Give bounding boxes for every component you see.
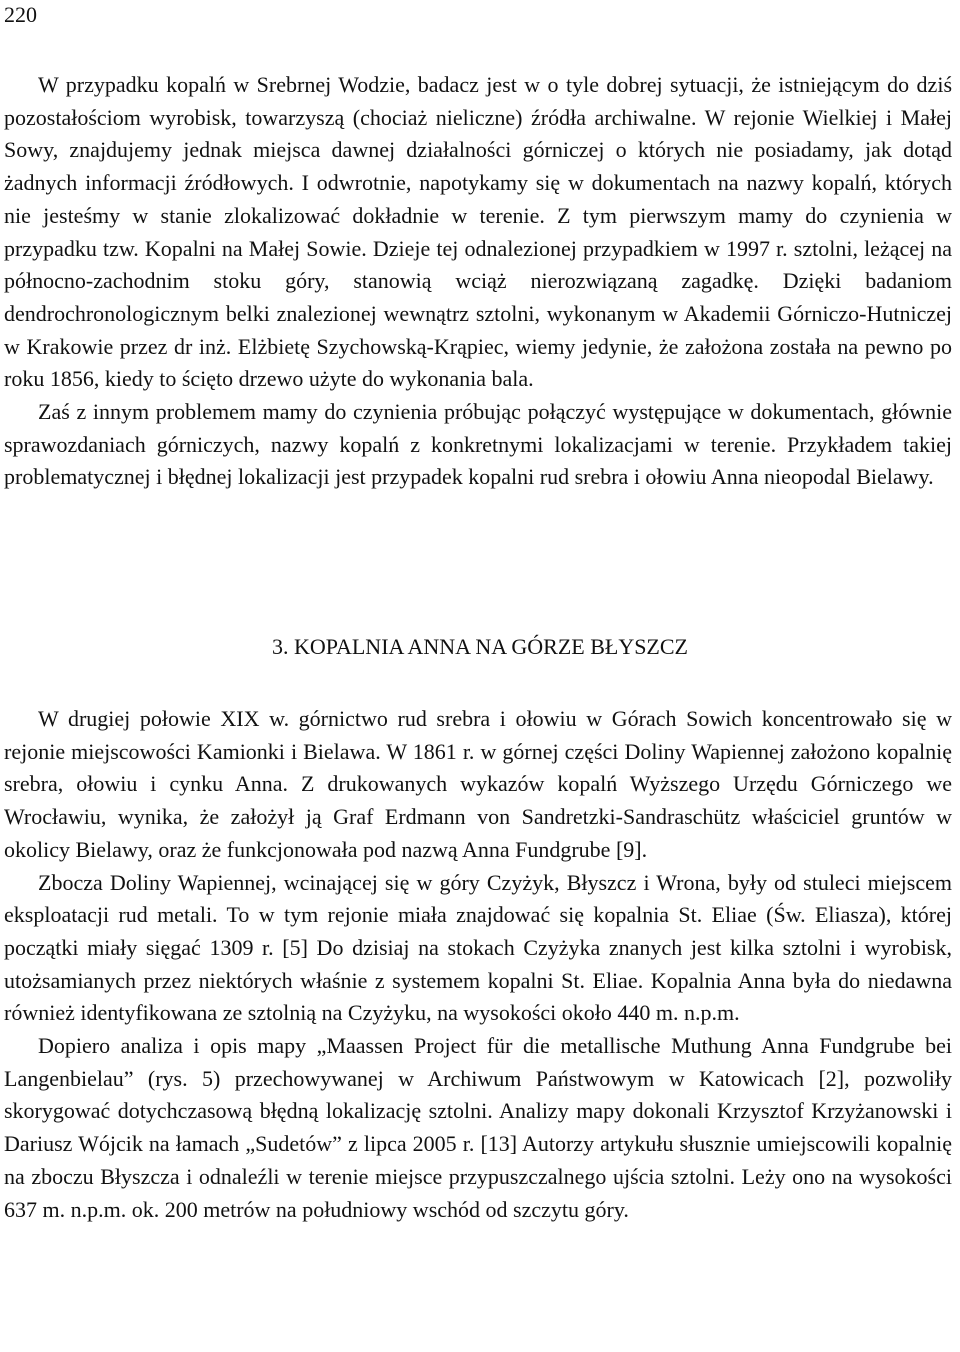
paragraph-1 [4, 69, 952, 396]
paragraph-5: Dopiero analiza i opis mapy „Maassen Project für die metallische Muthung Anna Fundgrube bei Langenbielau” (rys. 5) przechowywanej w Archiwum Państwowym w Katowicach [2], pozwoliły skorygować dotychczasową błędną lokalizację sztolni. Analizy mapy dokonali Krzysztof Krzyżanowski i Dariusz Wójcik na łamach „Sudetów” z lipca 2005 r. [13] Autorzy artykułu słusznie umiejscowili kopalnię na zboczu Błyszcza i odnaleźli w terenie miejsce przypuszczalnego ujścia sztolni. Leży ono na wysokości 637 m. n.p.m. ok. 200 metrów na południowy wschód od szczytu góry. [4, 1033, 952, 1222]
section-2 [4, 703, 952, 1226]
section-heading-text: 3. KOPALNIA ANNA NA GÓRZE BŁYSZCZ [271, 634, 688, 659]
paragraph-3: W drugiej połowie XIX w. górnictwo rud srebra i ołowiu w Górach Sowich koncentrowało się w rejonie miejscowości Kamionki i Bielawa. W 1861 r. w górnej części Doliny Wapiennej założono kopalnię srebra, ołowiu i cynku Anna. Z drukowanych wykazów kopalń Wyższego Urzędu Górniczego we Wrocławiu, wynika, że założył ją Graf Erdmann von Sandretzki-Sandraschütz właściciel gruntów w okolicy Bielawy, oraz że funkcjonowała pod nazwą Anna Fundgrube [9]. [4, 706, 952, 862]
section-heading [0, 632, 960, 662]
paragraph-2: Zaś z innym problemem mamy do czynienia próbując połączyć występujące w dokumentach, głównie sprawozdaniach górniczych, nazwy kopalń z konkretnymi lokalizacjami w terenie. Przykładem takiej problematycznej i błędnej lokalizacji jest przypadek kopalni rud srebra i ołowiu Anna nieopodal Bielawy. [4, 399, 952, 490]
paragraph-1-part-a: W przypadku kopalń w Srebrnej Wodzie, badacz jest w o tyle dobrej sytuacji, że istniejącym do dziś pozostałościom wyrobisk, towarzyszą (chociaż nieliczne) źródła archiwalne. W rejonie Wielkiej i Małej Sowy, znajdujemy jednak miejsca dawnej działalności górniczej o których nie posiadamy, jak dotąd żadnych informacji źródłowych. [4, 72, 952, 196]
paragraph-4: Zbocza Doliny Wapiennej, wcinającej się w góry Czyżyk, Błyszcz i Wrona, były od stuleci miejscem eksploatacji rud metali. To w tym rejonie miała znajdować się kopalnia St. Eliae (Św. Eliasza), której początki miały sięgać 1309 r. [5] Do dzisiaj na stokach Czyżyka znanych jest kilka sztolni i wyrobisk, utożsamianych przez niektórych właśnie z systemem kopalni St. Eliae. Kopalnia Anna była do niedawna również identyfikowana ze sztolnią na Czyżyku, na wysokości około 440 m. n.p.m. [4, 869, 952, 1026]
section-1 [4, 69, 952, 494]
paragraph-1-part-b: I odwrotnie, napotykamy się w dokumentach na nazwy kopalń, których nie jesteśmy w stanie zlokalizować dokładnie w terenie. Z tym pierwszym mamy do czynienia w przypadku tzw. Kopalni na Małej Sowie. Dzieje tej odnalezionej przypadkiem w 1997 r. sztolni, leżącej na północno-zachodnim stoku góry, stanowią wciąż nierozwiązaną zagadkę. Dzięki badaniom dendrochronologicznym belki znalezionej wewnątrz sztolni, wykonanym w Akademii Górniczo-Hutniczej w Krakowie przez dr inż. Elżbietę Szychowską-Krąpiec, wiemy jedynie, że założona została na pewno po roku 1856, kiedy to ścięto drzewo użyte do wykonania bala. [4, 170, 953, 392]
page-number: 220 [4, 2, 37, 27]
